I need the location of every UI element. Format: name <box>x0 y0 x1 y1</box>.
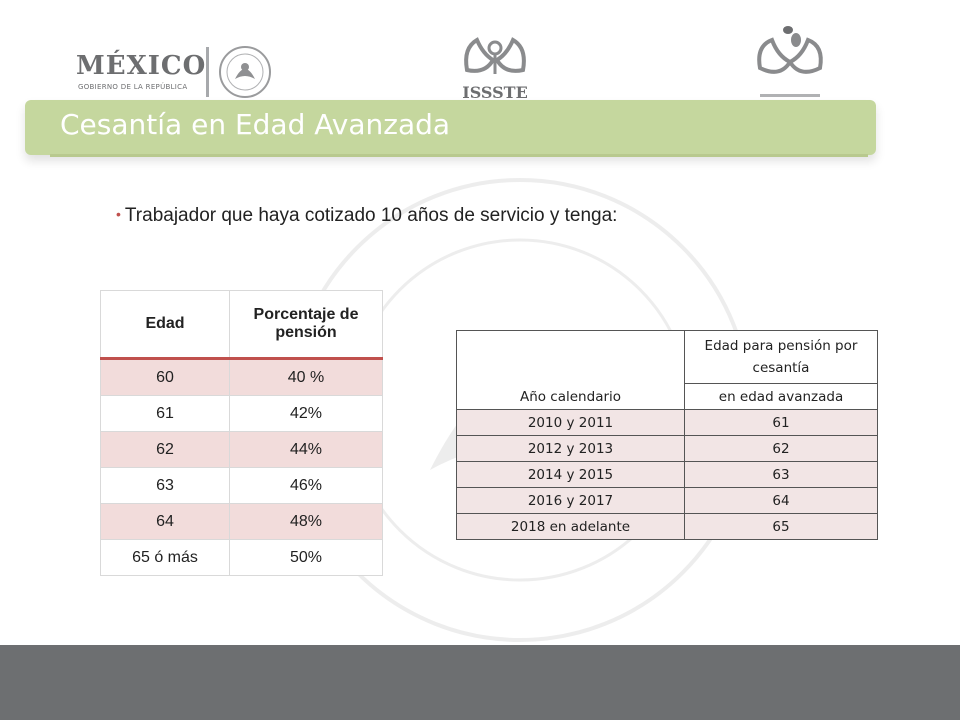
year-cell: 2010 y 2011 <box>457 410 685 436</box>
year-cell: 2012 y 2013 <box>457 436 685 462</box>
age-cell: 62 <box>685 436 878 462</box>
mexico-government-logo <box>70 45 285 105</box>
bullet-point <box>116 205 617 227</box>
age-cell: 60 <box>101 359 230 396</box>
age-cell: 62 <box>101 432 230 468</box>
logo-divider <box>206 47 209 97</box>
year-cell: 2016 y 2017 <box>457 488 685 514</box>
column-header-retirement-age: Edad para pensión por cesantía <box>685 331 878 384</box>
age-cell: 61 <box>685 410 878 436</box>
table-row <box>457 410 878 436</box>
issste-logo-icon <box>455 30 535 100</box>
year-cell: 2014 y 2015 <box>457 462 685 488</box>
year-cell: 2018 en adelante <box>457 514 685 540</box>
title-underline <box>50 154 868 157</box>
age-cell: 64 <box>685 488 878 514</box>
percentage-cell: 44% <box>230 432 383 468</box>
table-row <box>457 488 878 514</box>
bullet-text: Trabajador que haya cotizado 10 años de servicio y tenga: <box>124 205 618 226</box>
page-title: Cesantía en Edad Avanzada <box>60 108 451 141</box>
percentage-cell: 48% <box>230 504 383 540</box>
table-row <box>101 396 383 432</box>
column-header-retirement-age-cont: en edad avanzada <box>685 384 878 410</box>
footer-bar <box>0 645 960 720</box>
pension-percentage-table <box>100 290 383 576</box>
bullet-icon: • <box>116 206 121 222</box>
svg-text:ISSSTE: ISSSTE <box>462 83 528 100</box>
age-cell: 65 <box>685 514 878 540</box>
table-row <box>457 514 878 540</box>
column-header-percentage: Porcentaje de pensión <box>230 291 383 359</box>
age-cell: 61 <box>101 396 230 432</box>
age-cell: 65 ó más <box>101 540 230 576</box>
institution-hands-logo-icon <box>750 18 830 102</box>
column-header-age: Edad <box>101 291 230 359</box>
mexico-subtitle: GOBIERNO DE LA REPÚBLICA <box>78 83 188 91</box>
column-header-year: Año calendario <box>457 331 685 410</box>
national-seal-icon <box>218 45 272 99</box>
table-row <box>457 436 878 462</box>
table-row <box>101 540 383 576</box>
percentage-cell: 40 % <box>230 359 383 396</box>
table-row <box>457 462 878 488</box>
percentage-cell: 46% <box>230 468 383 504</box>
age-cell: 63 <box>685 462 878 488</box>
percentage-cell: 42% <box>230 396 383 432</box>
table-row <box>101 359 383 396</box>
table-row <box>101 468 383 504</box>
percentage-cell: 50% <box>230 540 383 576</box>
mexico-wordmark: MÉXICO <box>76 51 207 81</box>
retirement-age-table <box>456 330 878 540</box>
table-row <box>101 432 383 468</box>
age-cell: 64 <box>101 504 230 540</box>
table-row <box>101 504 383 540</box>
age-cell: 63 <box>101 468 230 504</box>
